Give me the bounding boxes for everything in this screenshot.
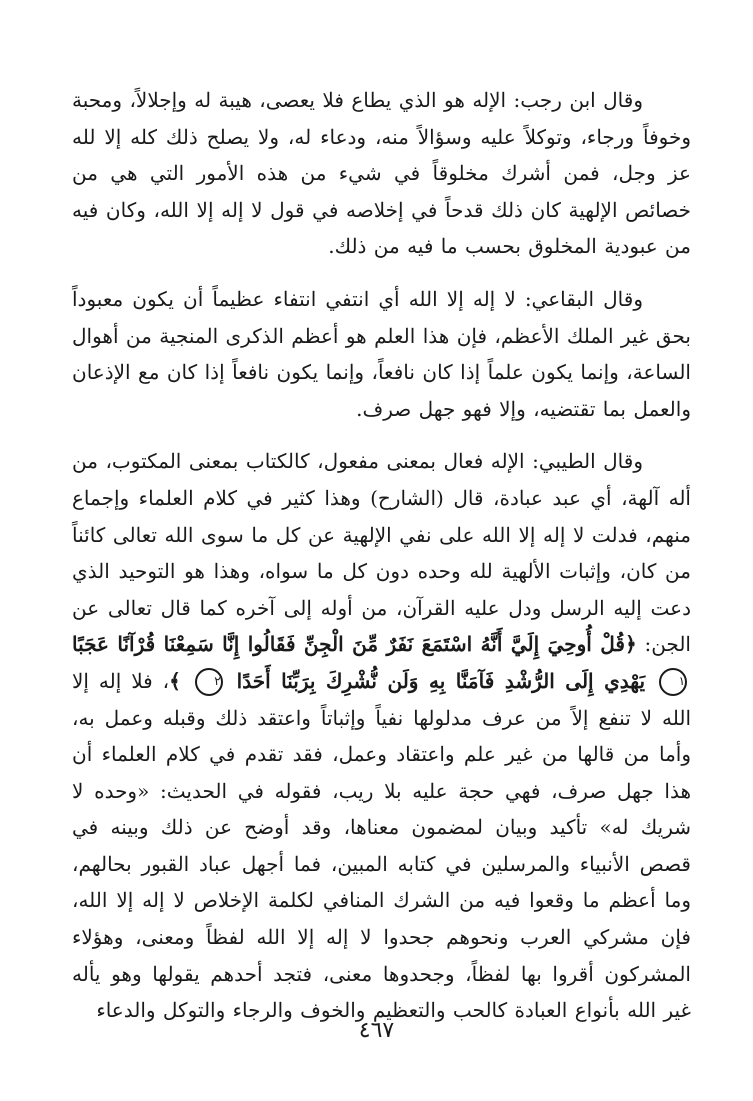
paragraph-al-tibi: [72, 443, 691, 1029]
quran-verse-part-2: يَهْدِي إِلَى الرُّشْدِ فَآمَنَّا بِهِ وَلَن نُّشْرِكَ بِرَبِّنَا أَحَدًا: [236, 668, 646, 693]
page-number: ٤٦٧: [358, 1018, 395, 1043]
text-after-quote: ، فلا إله إلا الله لا تنفع إلاً من عرف مدلولها نفياً وإثباتاً واعتقد ذلك وقبله وعمل به، وأما من قالها من غير علم واعتقاد وعمل، فقد تقدم في كلام العلماء أن هذا جهل صرف، فهي حجة عليه بلا ريب، فقوله في الحديث: «وحده لا شريك له» تأكيد وبيان لمضمون معناها، وقد أوضح عن ذلك وبينه في قصص الأنبياء والمرسلين في كتابه المبين، فما أجهل عباد القبور بحالهم، وما أعظم ما وقعوا فيه من الشرك المنافي لكلمة الإخلاص لا إله إلا الله، فإن مشركي العرب ونحوهم جحدوا لا إله إلا الله لفظاً ومعنى، وهؤلاء المشركون أقروا بها لفظاً، وجحدوها معنى، فتجد أحدهم يقولها وهو يأله غير الله بأنواع العبادة كالحب والتعظيم والخوف والرجاء والتوكل والدعاء: [72, 668, 692, 1023]
quote-close-bracket: ﴾: [169, 668, 181, 693]
text-before-quote: وقال الطيبي: الإله فعال بمعنى مفعول، كالكتاب بمعنى المكتوب، من أله آلهة، أي عبد عبادة، قال (الشارح) وهذا كثير في كلام العلماء وإجماع منهم، فدلت لا إله إلا الله على نفي الإلهية عن كل ما سوى الله تعالى كائناً من كان، وإثبات الألهية لله وحده دون كل ما سواه، وهذا هو التوحيد الذي دعت إليه الرسل ودل عليه القرآن، من أوله إلى آخره كما قال تعالى عن الجن:: [72, 449, 691, 657]
quote-open-bracket: ﴿: [624, 632, 637, 657]
ayah-number-2: ٢: [195, 668, 223, 696]
paragraph-ibn-rajab: وقال ابن رجب: الإله هو الذي يطاع فلا يعصى، هيبة له وإجلالاً، ومحبة وخوفاً ورجاء، وتوكلاً عليه وسؤالاً منه، ودعاء له، ولا يصلح ذلك كله إلا لله عز وجل، فمن أشرك مخلوقاً في شيء من هذه الأمور التي هي من خصائص الإلهية كان ذلك قدحاً في إخلاصه في قول لا إله إلا الله، وكان فيه من عبودية المخلوق بحسب ما فيه من ذلك.: [72, 88, 691, 259]
page-body: [72, 82, 691, 1029]
quran-verse-part-1: قُلْ أُوحِيَ إِلَيَّ أَنَّهُ اسْتَمَعَ نَفَرٌ مِّنَ الْجِنِّ فَقَالُوا إِنَّا سَمِعْنَا قُرْآنًا عَجَبًا: [72, 632, 625, 657]
paragraph-al-biqai: وقال البقاعي: لا إله إلا الله أي انتفي انتفاء عظيماً أن يكون معبوداً بحق غير الملك الأعظم، فإن هذا العلم هو أعظم الذكرى المنجية من أهوال الساعة، وإنما يكون علماً إذا كان نافعاً، وإنما يكون نافعاً إذا كان مع الإذعان والعمل بما تقتضيه، وإلا فهو جهل صرف.: [72, 286, 691, 421]
ayah-number-1: ١: [659, 668, 687, 696]
